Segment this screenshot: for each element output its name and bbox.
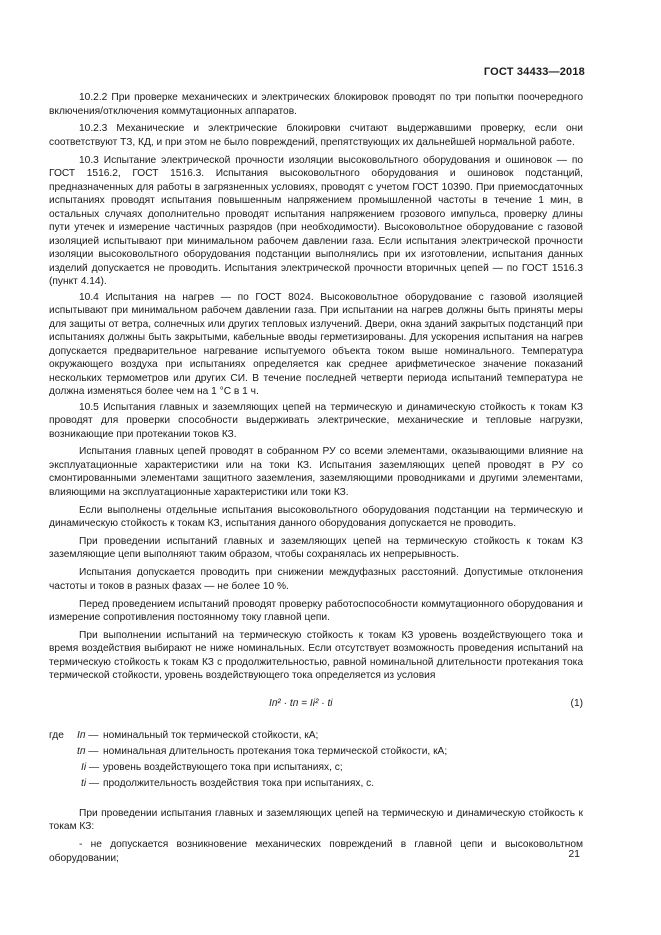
where-label: где (49, 729, 64, 741)
paragraph-test-conditions: При проведении испытания главных и заземляющих цепей на термическую и динамическую стойкость к токам КЗ: (49, 807, 583, 833)
where-symbol: Ii — (81, 761, 100, 773)
where-description: уровень воздействующего тока при испытаниях, с; (103, 761, 343, 773)
where-block (49, 729, 583, 793)
paragraph-10-3: 10.3 Испытание электрической прочности изоляции высоковольтного оборудования и ошиновок — по ГОСТ 1516.2, ГОСТ 1516.3. Испытания высоковольтного оборудования и ошиновок подстанций, предназначенных для работы в загрязненных условиях, проводят с учетом ГОСТ 10390. При приемосдаточных испытаниях проводят испытания повышенным напряжением промышленной частоты в течение 1 мин, в остальных случаях дополнительно проводят испытания напряжением грозового импульса, проверку длины пути утечек и измерение частичных разрядов (при необходимости). Высоковольтное оборудование с газовой изоляцией испытывают при минимальном рабочем давлении газа. Если испытания электрической прочности изоляции высоковольтного оборудования подстанции выполнялись при их изготовлении, испытания данных изделий допускается не проводить. Испытания электрической прочности вторичных цепей — по ГОСТ 1516.3 (пункт 4.14). (49, 154, 583, 288)
where-symbol: Iп — (77, 729, 99, 741)
paragraph-10-4: 10.4 Испытания на нагрев — по ГОСТ 8024. Высоковольтное оборудование с газовой изоляцией испытывают при минимальном рабочем давлении газа. При испытании на нагрев должны быть приняты меры для защиты от ветра, солнечных или других тепловых излучений. Двери, окна зданий закрытых подстанций при испытаниях должны быть закрытыми, кабельные вводы герметизированы. Для ускорения испытания на нагрев допускается предварительное нагревание испытуемого объекта током выше номинального. Температура окружающего воздуха при испытаниях определяется как среднее арифметическое значение показаний нескольких термометров или других СИ. В течение последней четверти периода испытаний температура не должна изменяться более чем на 1 °С в 1 ч. (49, 291, 583, 398)
paragraph-10-2-3: 10.2.3 Механические и электрические блокировки считают выдержавшими проверку, если они соответствуют ТЗ, КД, и при этом не было повреждений, препятствующих их дальнейшей нормальной работе. (49, 123, 583, 148)
list-item: - не допускается возникновение механических повреждений в главной цепи и высоковольтном оборудовании; (49, 839, 583, 864)
where-row (49, 729, 583, 745)
where-row (49, 745, 583, 761)
paragraph-10-5: 10.5 Испытания главных и заземляющих цепей на термическую и динамическую стойкость к токам КЗ проводят для проверки способности выдерживать электрические, механические и тепловые нагрузки, возникающие при протекании токов КЗ. (49, 401, 583, 440)
closing-block (49, 807, 583, 865)
where-description: номинальный ток термической стойкости, кА; (103, 729, 319, 741)
formula-number: (1) (570, 697, 583, 709)
paragraph-phase-distance: Испытания допускается проводить при снижении междуфазных расстояний. Допустимые отклонения частоты и токов в разных фазах — не более 10 %. (49, 567, 583, 592)
paragraph-pre-check: Перед проведением испытаний проводят проверку работоспособности коммутационного оборудования и измерение сопротивления постоянному току главной цепи. (49, 598, 583, 624)
document-header: ГОСТ 34433—2018 (483, 66, 585, 78)
formula-expression: Iп² · tп = Ii² · tі (269, 697, 333, 709)
paragraph-main-circuits: Испытания главных цепей проводят в собранном РУ со всеми элементами, оказывающими влияние на эксплуатационные характеристики или на токи КЗ. Испытания заземляющих цепей проводят в РУ со смонтированными элементами защитного заземления, заземляющими проводниками и другими элементами, влияющими на эксплуатационные характеристики или токи КЗ. (49, 446, 583, 498)
where-row (49, 777, 583, 793)
paragraph-separate-tests: Если выполнены отдельные испытания высоковольтного оборудования подстанции на термическую и динамическую стойкость к токам КЗ, испытания данного оборудования допускается не проводить. (49, 504, 583, 530)
where-description: номинальная длительность протекания тока термической стойкости, кА; (103, 745, 448, 757)
paragraph-10-2-2: 10.2.2 При проверке механических и электрических блокировок проводят по три попытки поочередного включения/отключения коммутационных аппаратов. (49, 92, 583, 117)
where-description: продолжительность воздействия тока при испытаниях, с. (103, 777, 375, 789)
page-number: 21 (568, 848, 580, 860)
where-symbol: ti — (81, 777, 100, 789)
where-symbol: tп — (77, 745, 99, 757)
paragraph-grounding-continuity: При проведении испытаний главных и заземляющих цепей на термическую стойкость к токам КЗ заземляющие цепи выполняют таким образом, чтобы сохранялась их непрерывность. (49, 535, 583, 561)
where-row (49, 761, 583, 777)
formula-1 (49, 697, 583, 711)
paragraph-thermal-test: При выполнении испытаний на термическую стойкость к токам КЗ уровень воздействующего тока и время воздействия выбирают не ниже номинальных. Если отсутствует возможность проведения испытаний на термическую стойкость к токам КЗ с продолжительностью, равной номинальной длительности протекания тока термической стойкости, уровень воздействующего тока определяется из условия (49, 629, 583, 682)
document-body (49, 91, 583, 869)
